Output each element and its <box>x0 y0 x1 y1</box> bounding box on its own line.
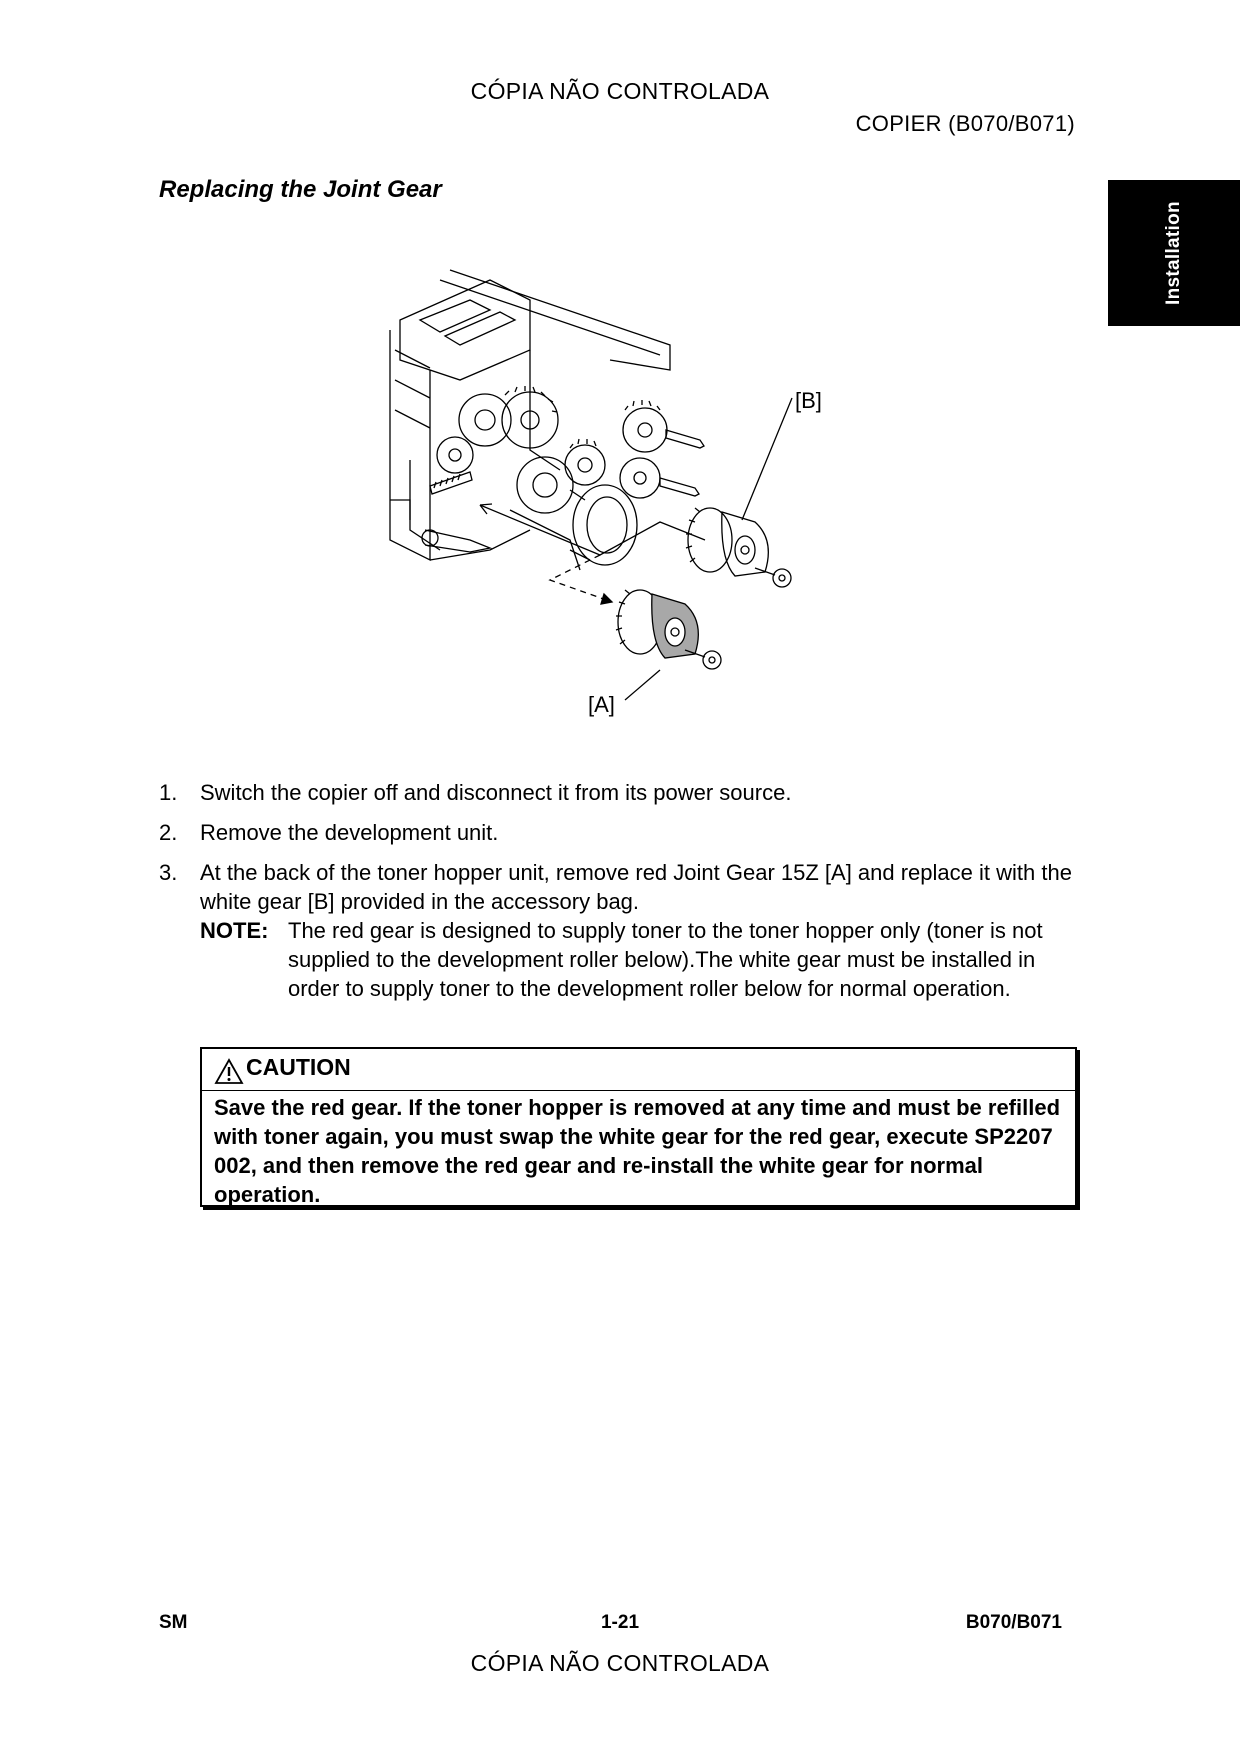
caution-text: Save the red gear. If the toner hopper is removed at any time and must be refilled with toner again, you must swap the white gear for the red gear, execute SP2207 002, and then remove the red gear and re-install the white gear for normal operation. <box>214 1095 1061 1207</box>
step-text: At the back of the toner hopper unit, remove red Joint Gear 15Z [A] and replace it with the white gear [B] provided in the accessory bag. <box>200 860 1072 914</box>
caution-heading-text: CAUTION <box>246 1054 351 1080</box>
step-number: 3. <box>159 860 178 885</box>
joint-gear-figure <box>370 250 890 730</box>
watermark-top: CÓPIA NÃO CONTROLADA <box>470 78 770 104</box>
step-text: Switch the copier off and disconnect it from its power source. <box>200 780 792 805</box>
list-item <box>159 778 1084 807</box>
procedure-steps <box>159 778 1084 1014</box>
step-text: Remove the development unit. <box>200 820 499 845</box>
gear-assembly-illustration <box>370 250 890 730</box>
list-item <box>159 818 1084 847</box>
note-block <box>200 916 1084 1003</box>
note-text: The red gear is designed to supply toner to the toner hopper only (toner is not supplied to the development roller below).The white gear must be installed in order to supply toner to the development roller below for normal operation. <box>288 918 1043 1001</box>
running-head: COPIER (B070/B071) <box>855 111 1075 136</box>
note-label: NOTE: <box>200 918 269 943</box>
footer-right: B070/B071 <box>965 1612 1062 1633</box>
caution-box <box>200 1047 1077 1207</box>
section-title: Replacing the Joint Gear <box>159 176 442 203</box>
section-tab <box>1108 180 1240 326</box>
step-number: 2. <box>159 820 178 845</box>
step-number: 1. <box>159 780 178 805</box>
list-item <box>159 858 1084 1003</box>
page-number: 1-21 <box>600 1612 640 1633</box>
section-tab-label: Installation <box>1163 201 1184 305</box>
warning-triangle-icon <box>214 1058 244 1085</box>
watermark-bottom: CÓPIA NÃO CONTROLADA <box>470 1650 770 1676</box>
callout-a: [A] <box>588 692 615 717</box>
callout-b: [B] <box>795 388 822 413</box>
footer-left: SM <box>159 1612 188 1633</box>
caution-heading <box>202 1049 1075 1091</box>
